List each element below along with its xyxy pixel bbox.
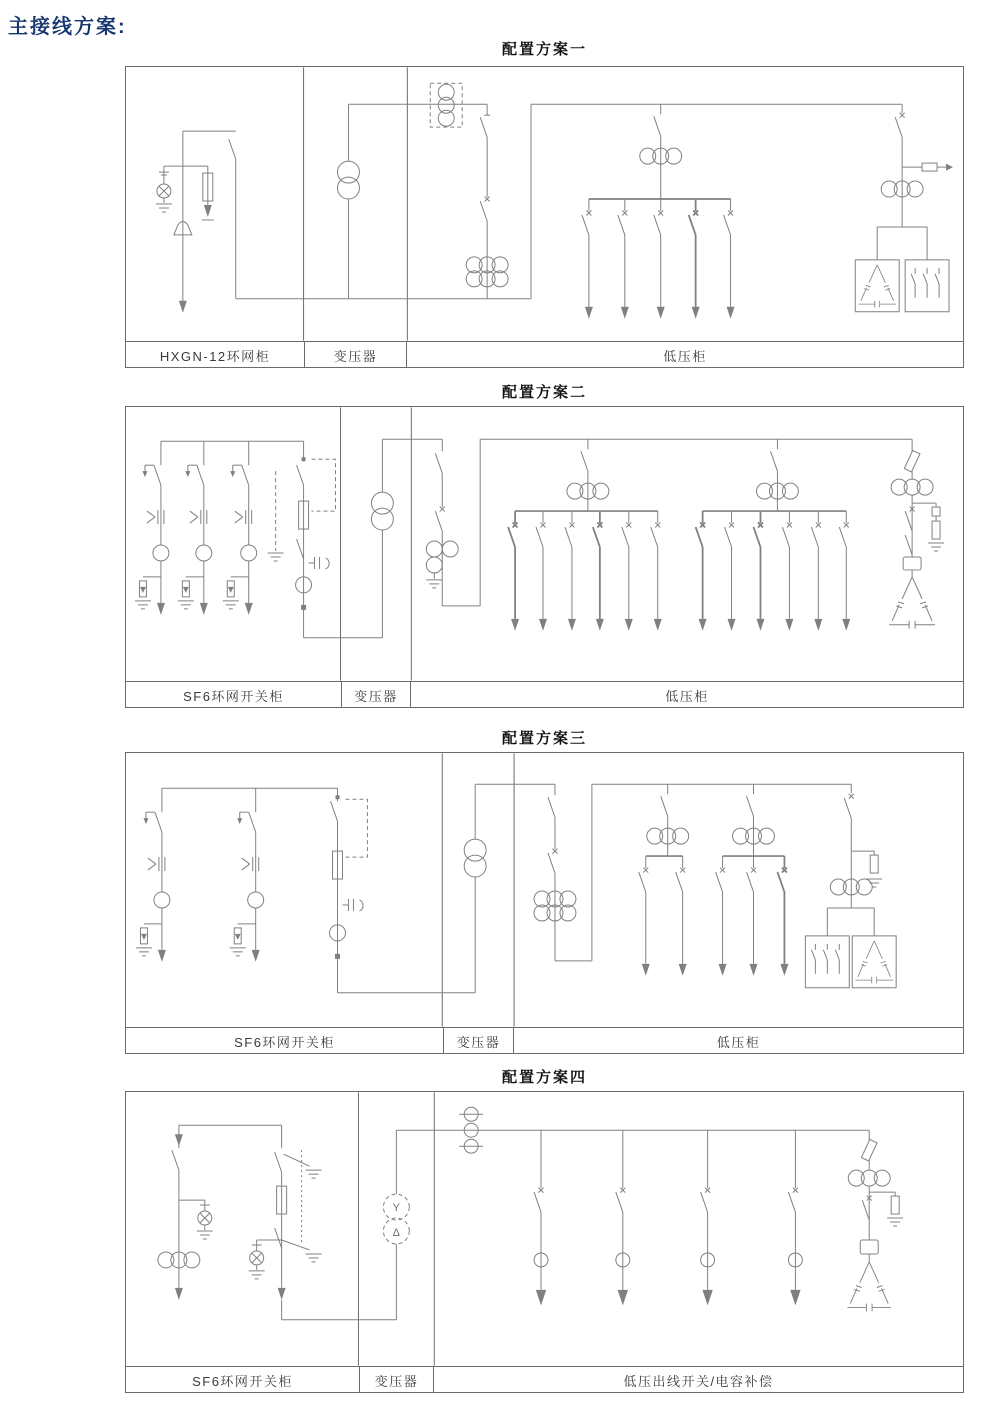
scheme-3-diagram — [126, 753, 963, 1027]
lv-feeder — [616, 1130, 630, 1305]
delta-capacitor-icon — [855, 941, 893, 984]
transformer-symbol — [383, 1130, 409, 1320]
scheme-3 — [125, 752, 964, 1054]
scheme-3-title: 配置方案三 — [501, 730, 587, 747]
section-label-hv: SF6环网开关柜 — [183, 688, 284, 704]
sf6-ring-switchgear-circuit — [158, 1125, 396, 1320]
section-label-transformer: 变压器 — [304, 342, 407, 368]
scheme-4-title: 配置方案四 — [501, 1069, 587, 1086]
section-label-lv: 低压柜 — [663, 348, 707, 364]
lv-feeder — [701, 1130, 715, 1305]
page-title: 主接线方案: — [8, 16, 127, 38]
scheme-1 — [125, 66, 964, 368]
delta-capacitor-icon — [889, 577, 935, 629]
section-label-hv: SF6环网开关柜 — [234, 1034, 335, 1050]
scheme-1-label-band — [126, 341, 963, 368]
scheme-3-label-band — [126, 1027, 963, 1054]
lv-cabinet-circuit — [426, 439, 944, 631]
section-label-lv: 低压出线开关/电容补偿 — [623, 1373, 774, 1389]
scheme-2-title: 配置方案二 — [501, 384, 587, 401]
lv-feeder — [788, 1130, 802, 1305]
scheme-4-diagram — [126, 1092, 963, 1366]
section-label-transformer: 变压器 — [359, 1367, 434, 1393]
hv-ring-main-unit-circuit — [156, 131, 531, 313]
winding-delta-label: Δ — [392, 1226, 401, 1239]
scheme-4-label-band — [126, 1366, 963, 1393]
scheme-2-label-band — [126, 681, 963, 708]
metering-unit-icon — [430, 83, 462, 127]
section-label-lv: 低压柜 — [716, 1034, 761, 1050]
transformer-symbol — [337, 104, 487, 299]
sf6-ring-switchgear-circuit — [135, 441, 382, 638]
scheme-4 — [125, 1091, 964, 1393]
section-label-hv: SF6环网开关柜 — [192, 1373, 293, 1389]
winding-y-label: Y — [392, 1202, 401, 1215]
delta-capacitor-icon — [847, 1262, 891, 1311]
lv-cabinet-circuit — [430, 83, 953, 318]
delta-capacitor-icon — [858, 265, 896, 308]
lv-outgoing-circuit — [396, 1107, 903, 1311]
lv-cabinet-circuit — [534, 784, 896, 988]
section-label-transformer: 变压器 — [341, 682, 411, 708]
transformer-symbol — [371, 439, 442, 638]
scheme-1-diagram — [126, 67, 963, 341]
transformer-symbol — [464, 784, 555, 993]
scheme-1-title: 配置方案一 — [501, 41, 587, 58]
sf6-ring-switchgear-circuit — [136, 788, 475, 993]
scheme-2-diagram — [126, 407, 963, 681]
scheme-2 — [125, 406, 964, 708]
section-label-lv: 低压柜 — [665, 688, 709, 704]
section-label-hv: HXGN-12环网柜 — [159, 348, 271, 364]
lv-feeder — [534, 1130, 548, 1305]
section-label-transformer: 变压器 — [443, 1028, 514, 1054]
